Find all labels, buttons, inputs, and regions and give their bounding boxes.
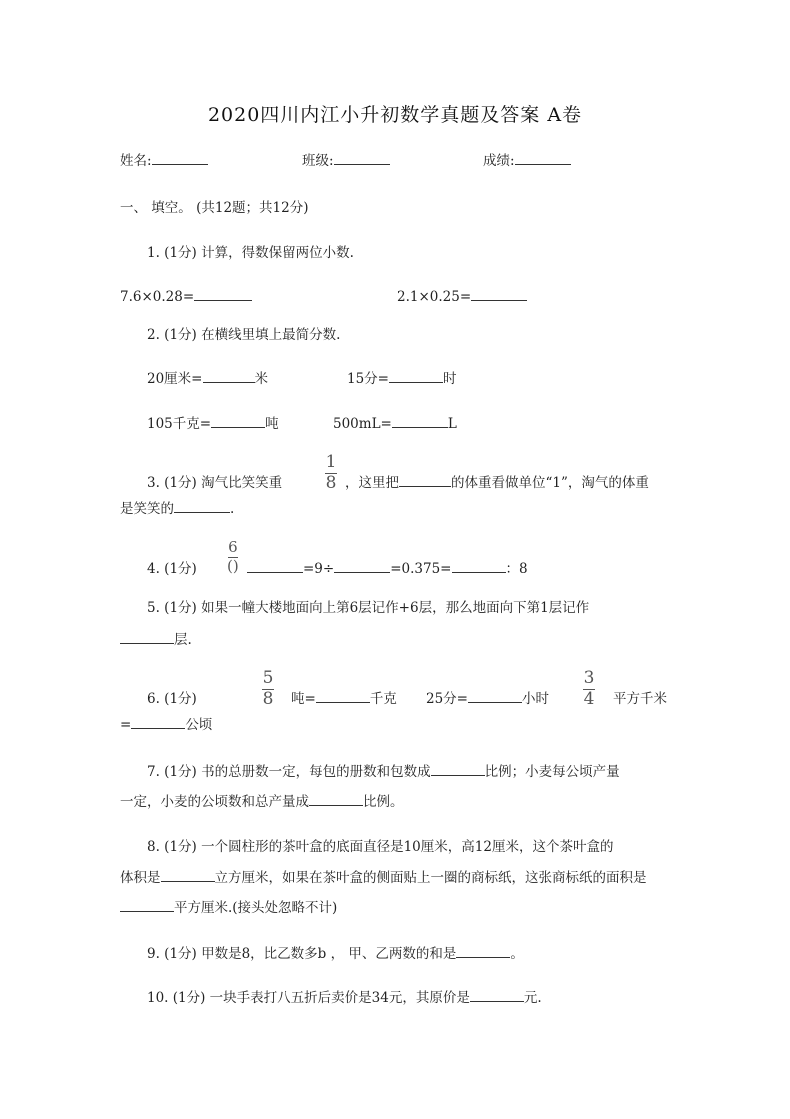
q7-line2-end: 比例。 (363, 794, 404, 810)
q7-mid: 比例；小麦每公顷产量 (484, 764, 620, 780)
q2-c-unit: 吨 (265, 416, 279, 432)
q10-blank[interactable] (470, 989, 524, 1002)
q2-c-pre: 105千克= (147, 416, 212, 432)
q6-fraction-2 (583, 670, 595, 708)
q3-fraction (325, 454, 337, 492)
q2-c (147, 415, 279, 433)
q6-line1b (426, 690, 549, 708)
page-title: 2020四川内江小升初数学真题及答案 A卷 (207, 104, 583, 126)
class-label: 班级: (302, 153, 334, 169)
q7-line2-pre: 一定，小麦的公顷数和总产量成 (120, 794, 309, 810)
class-blank[interactable] (334, 152, 390, 165)
q7-line1 (147, 763, 620, 781)
q8-line3-end: 平方厘米.(接头处忽略不计) (174, 900, 338, 916)
q8-line3 (120, 899, 337, 917)
q6-pre: 6. (1分) (147, 691, 197, 707)
q4-eq3: ：8 (505, 561, 528, 577)
q9-end: 。 (510, 946, 524, 962)
q6-blank-2[interactable] (468, 690, 522, 703)
q9-blank[interactable] (456, 945, 510, 958)
q3-line2 (120, 500, 234, 518)
q1-left (120, 288, 252, 306)
q4-fraction (227, 540, 239, 574)
q6-t3: 25分= (426, 691, 468, 707)
q6-t2: 千克 (369, 691, 397, 707)
q5-line2 (120, 631, 192, 649)
q1-left-blank[interactable] (194, 288, 252, 301)
q2-b-blank[interactable] (389, 370, 443, 383)
q4-eq2: =0.375= (390, 561, 452, 577)
q2-a-pre: 20厘米= (147, 371, 203, 387)
q8-line2 (120, 869, 647, 887)
q10-line (147, 989, 542, 1007)
q4-blank-1[interactable] (247, 560, 303, 573)
q8-line2-post: 立方厘米，如果在茶叶盒的侧面贴上一圈的商标纸，这张商标纸的面积是 (214, 870, 647, 886)
q2-a-unit: 米 (254, 371, 268, 387)
q4-blank-2[interactable] (334, 560, 390, 573)
q1-left-expr: 7.6×0.28= (120, 289, 195, 305)
q4-eq1: =9÷ (303, 561, 335, 577)
q3-blank-2[interactable] (174, 500, 230, 513)
q4-pre: 4. (1分) (147, 561, 197, 577)
name-field (120, 152, 208, 170)
q7-pre: 7. (1分) 书的总册数一定，每包的册数和包数成 (147, 764, 431, 780)
q2-a-blank[interactable] (203, 370, 255, 383)
q8-line1: 8. (1分) 一个圆柱形的茶叶盒的底面直径是10厘米，高12厘米，这个茶叶盒的 (147, 839, 614, 855)
q6-frac1-den: 8 (262, 689, 274, 709)
score-label: 成绩: (483, 153, 515, 169)
q3-mid: ，这里把 (345, 475, 399, 491)
q4-frac-den: () (227, 557, 239, 575)
q6-blank-3[interactable] (131, 716, 185, 729)
q2-d (333, 415, 457, 433)
q2-c-blank[interactable] (211, 415, 265, 428)
q4-blank-3[interactable] (452, 560, 506, 573)
q2-d-pre: 500mL= (333, 416, 392, 432)
q2-b-unit: 时 (443, 371, 457, 387)
q7-line2 (120, 793, 404, 811)
q6-line1a (291, 690, 397, 708)
q8-blank-2[interactable] (120, 899, 174, 912)
q5-blank[interactable] (120, 631, 174, 644)
q3-line1 (345, 474, 649, 492)
q6-line2-pre: = (120, 717, 132, 733)
q1-right-blank[interactable] (471, 288, 527, 301)
q6-line2-end: 公顷 (185, 717, 213, 733)
q8-blank-1[interactable] (161, 869, 215, 882)
q5-text: 5. (1分) 如果一幢大楼地面向上第6层记作+6层，那么地面向下第1层记作 (147, 600, 590, 616)
q10-end: 元. (523, 990, 542, 1006)
q6-frac2-num: 3 (583, 668, 595, 688)
name-blank[interactable] (152, 152, 208, 165)
q6-line2 (120, 716, 212, 734)
q3-blank-1[interactable] (399, 474, 451, 487)
score-field (483, 152, 571, 170)
q6-blank-1[interactable] (316, 690, 370, 703)
q3-frac-num: 1 (325, 452, 337, 472)
q7-blank-1[interactable] (431, 763, 485, 776)
class-field (302, 152, 390, 170)
q6-t1: 吨= (291, 691, 316, 707)
q10-pre: 10. (1分) 一块手表打八五折后卖价是34元，其原价是 (147, 990, 470, 1006)
q4-frac-num: 6 (228, 538, 238, 556)
q6-t5: 平方千米 (613, 691, 667, 707)
q5-line2-end: 层. (174, 632, 192, 648)
q7-blank-2[interactable] (309, 793, 363, 806)
q2-d-blank[interactable] (392, 415, 448, 428)
q2-b (347, 370, 457, 388)
score-blank[interactable] (515, 152, 571, 165)
q4-equation (247, 560, 528, 578)
q2-a (147, 370, 268, 388)
q3-line2-end: . (230, 501, 235, 517)
q2-d-unit: L (447, 416, 457, 432)
q1-right (397, 288, 527, 306)
q1-prompt: 1. (1分) 计算，得数保留两位小数. (147, 245, 354, 261)
q8-line2-pre: 体积是 (120, 870, 161, 886)
q6-frac2-den: 4 (583, 689, 595, 709)
section-heading: 一、 填空。 (共12题；共12分) (120, 200, 309, 216)
q9-line (147, 945, 524, 963)
q2-prompt: 2. (1分) 在横线里填上最简分数. (147, 327, 341, 343)
q3-frac-den: 8 (325, 473, 337, 493)
q2-b-pre: 15分= (347, 371, 389, 387)
q6-t4: 小时 (522, 691, 549, 707)
name-label: 姓名: (120, 153, 152, 169)
q6-fraction-1 (262, 670, 274, 708)
q3-pre: 3. (1分) 淘气比笑笑重 (147, 475, 283, 491)
q6-frac1-num: 5 (262, 668, 274, 688)
q3-line2-pre: 是笑笑的 (120, 501, 174, 517)
q1-right-expr: 2.1×0.25= (397, 289, 472, 305)
q9-pre: 9. (1分) 甲数是8，比乙数多b ， 甲、乙两数的和是 (147, 946, 457, 962)
q3-post: 的体重看做单位“1”，淘气的体重 (451, 475, 649, 491)
